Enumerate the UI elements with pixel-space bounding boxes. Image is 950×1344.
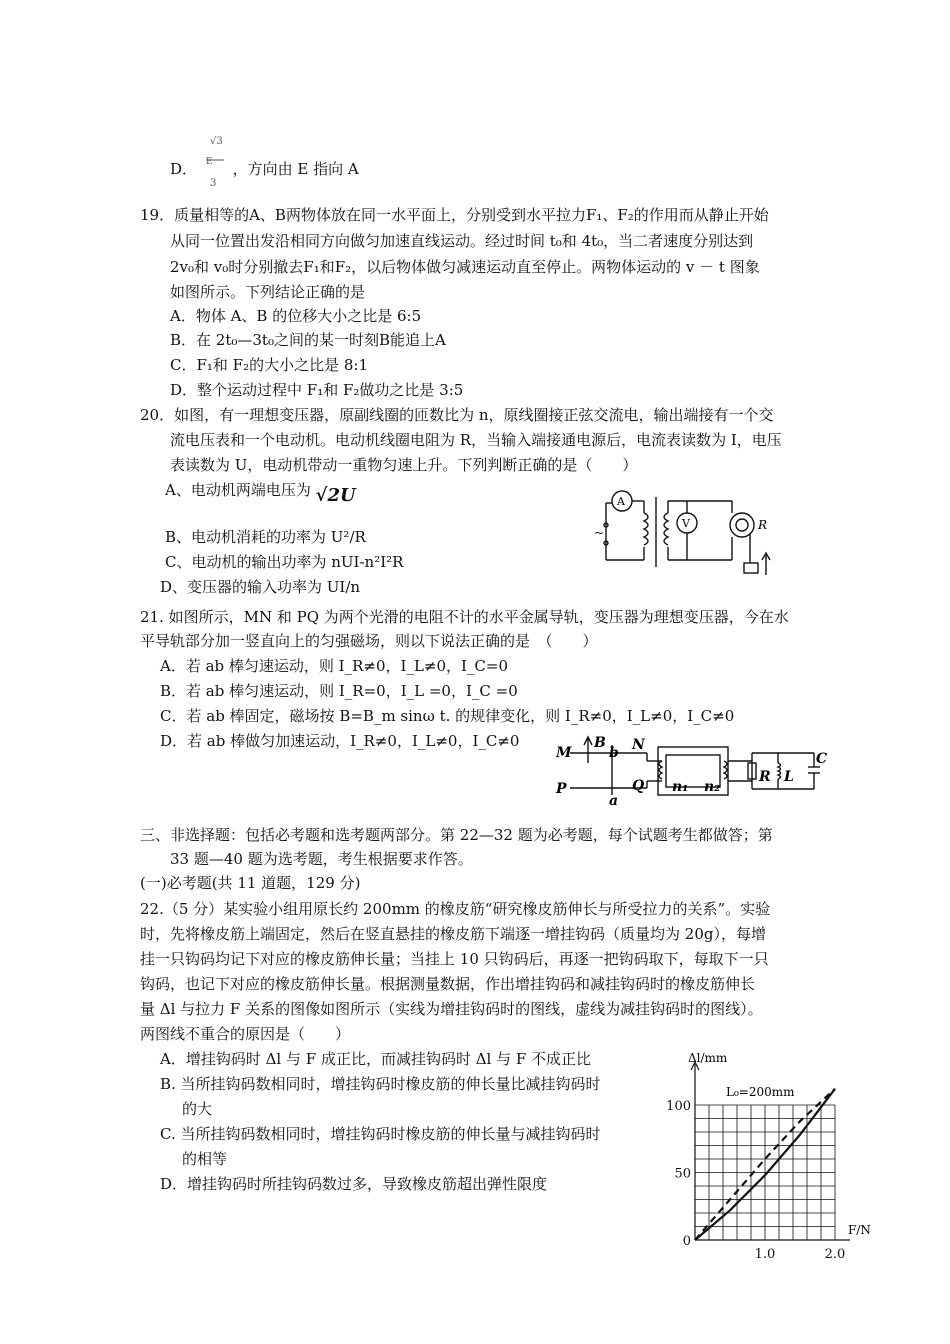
voltmeter-label: V [682,517,690,530]
ammeter-label: A [617,495,625,508]
q20-option-c: C、电动机的输出功率为 nUI-n²I²R [165,553,404,571]
q19-line-1: 19．质量相等的A、B两物体放在同一水平面上，分别受到水平拉力F₁、F₂的作用而从静止开始 [140,206,769,224]
secondary-turns-label: n₂ [704,779,721,795]
q22-line-3: 挂一只钩码均记下对应的橡皮筋伸长量；当挂上 10 只钩码后，再逐一把钩码取下，每取下一只 [140,950,769,968]
q22-line-2: 时，先将橡皮筋上端固定，然后在竖直悬挂的橡皮筋下端逐一增挂钩码（质量均为 20g），每增 [140,925,766,943]
formula-glyph [204,130,226,190]
q21-line-2: 平导轨部分加一竖直向上的匀强磁场，则以下说法正确的是 （ ） [140,632,598,650]
inductor-label: L [784,769,794,785]
section3-line-1: 三、非选择题：包括必考题和选考题两部分。第 22—32 题为必考题，每个试题考生都做答；第 [140,826,773,844]
rail-label-q: Q [632,778,645,794]
q19-line-3: 2v₀和 v₀时分别撤去F₁和F₂，以后物体做匀减速运动直至停止。两物体运动的 v － t 图象 [170,258,760,276]
section3-line-2: 33 题—40 题为选考题，考生根据要求作答。 [170,850,473,868]
q21-option-b: B．若 ab 棒匀速运动，则 I_R=0，I_L =0，I_C =0 [160,682,518,700]
d-option-line [170,136,359,190]
q19-line-2: 从同一位置出发沿相同方向做匀加速直线运动。经过时间 t₀和 4t₀，当二者速度分别达到 [170,232,754,250]
rail-label-p: P [556,781,567,797]
section3-line-3: (一)必考题(共 11 道题，129 分) [140,874,361,892]
rail-label-n: N [632,737,645,753]
q20-transformer-figure [592,485,782,585]
q22-line-1: 22.（5 分）某实验小组用原长约 200mm 的橡皮筋“研究橡皮筋伸长与所受拉力的关系”。实验 [140,900,771,918]
q21-option-c: C．若 ab 棒固定，磁场按 B=B_m sinω t. 的规律变化，则 I_R≠0，I_L≠0，I_C≠0 [160,707,735,725]
q20-line-1: 20．如图，有一理想变压器，原副线圈的匝数比为 n，原线圈接正弦交流电，输出端接有一个交 [140,406,774,424]
svg-text:√3: √3 [209,136,223,147]
q22-line-6: 两图线不重合的原因是（ ） [140,1025,351,1043]
y-tick-label: 0 [682,1234,691,1249]
y-tick-label: 50 [674,1166,691,1182]
q22-line-4: 钩码，也记下对应的橡皮筋伸长量。根据测量数据，作出增挂钩码和减挂钩码时的橡皮筋伸长 [140,975,756,993]
q19-option-a: A．物体 A、B 的位移大小之比是 6:5 [170,307,422,325]
q20-line-3: 表读数为 U，电动机带动一重物匀速上升。下列判断正确的是（ ） [170,456,638,474]
q22-extension-graph [660,1050,890,1264]
primary-turns-label: n₁ [672,779,689,795]
x-tick-label: 2.0 [824,1247,846,1262]
q22-option-b-1: B. 当所挂钩码数相同时，增挂钩码时橡皮筋的伸长量比减挂钩码时 [160,1075,601,1093]
q19-line-4: 如图所示。下列结论正确的是 [170,283,366,301]
d-option-text: ，方向由 E 指向 A [232,160,359,178]
q20-option-b: B、电动机消耗的功率为 U²/R [165,528,366,546]
q22-option-b-2: 的大 [182,1100,213,1118]
q22-option-c-2: 的相等 [182,1150,228,1168]
q21-option-a: A．若 ab 棒匀速运动，则 I_R≠0，I_L≠0，I_C=0 [160,657,509,675]
d-option-label: D． [170,160,198,178]
x-axis-label: F/N [848,1223,871,1237]
q22-option-a: A．增挂钩码时 Δl 与 F 成正比，而减挂钩码时 Δl 与 F 不成正比 [160,1050,592,1068]
q19-option-c: C．F₁和 F₂的大小之比是 8:1 [170,356,368,374]
q20-line-2: 流电压表和一个电动机。电动机线圈电阻为 R，当输入端接通电源后，电流表读数为 I，电压 [170,431,782,449]
q19-option-d: D．整个运动过程中 F₁和 F₂做功之比是 3:5 [170,381,464,399]
ac-source-label: ~ [594,526,605,540]
q21-option-d: D．若 ab 棒做匀加速运动，I_R≠0，I_L≠0，I_C≠0 [160,732,520,750]
q22-option-c-1: C. 当所挂钩码数相同时，增挂钩码时橡皮筋的伸长量与减挂钩码时 [160,1125,601,1143]
q21-rails-figure [552,733,842,805]
y-axis-label: Δl/mm [688,1051,728,1065]
svg-text:3: 3 [209,178,217,189]
resistor-label: R [759,769,771,785]
motor-resistor-label: R [758,518,768,532]
field-label-b: B [594,735,606,751]
y-tick-label: 100 [666,1099,691,1114]
q21-line-1: 21. 如图所示，MN 和 PQ 为两个光滑的电阻不计的水平金属导轨，变压器为理想变压器，今在水 [140,608,789,626]
q19-option-b: B．在 2t₀—3t₀之间的某一时刻B能追上A [170,331,446,349]
q20-option-a-formula: √2U [315,485,356,506]
q22-option-d: D．增挂钩码时所挂钩码数过多，导致橡皮筋超出弹性限度 [160,1175,548,1193]
capacitor-label: C [816,751,828,767]
q22-line-5: 量 Δl 与拉力 F 关系的图像如图所示（实线为增挂钩码时的图线，虚线为减挂钩码时的图线）。 [140,1000,763,1018]
rod-end-label-b: b [609,745,619,761]
q20-option-a-text: A、电动机两端电压为 [165,481,311,499]
original-length-annotation: L₀=200mm [726,1085,795,1099]
q20-option-a [165,480,356,506]
q20-option-d: D、变压器的输入功率为 UI/n [160,578,361,596]
rod-end-label-a: a [609,793,619,805]
x-tick-label: 1.0 [754,1247,776,1262]
rail-label-m: M [556,745,572,761]
svg-text:E: E [205,157,213,167]
